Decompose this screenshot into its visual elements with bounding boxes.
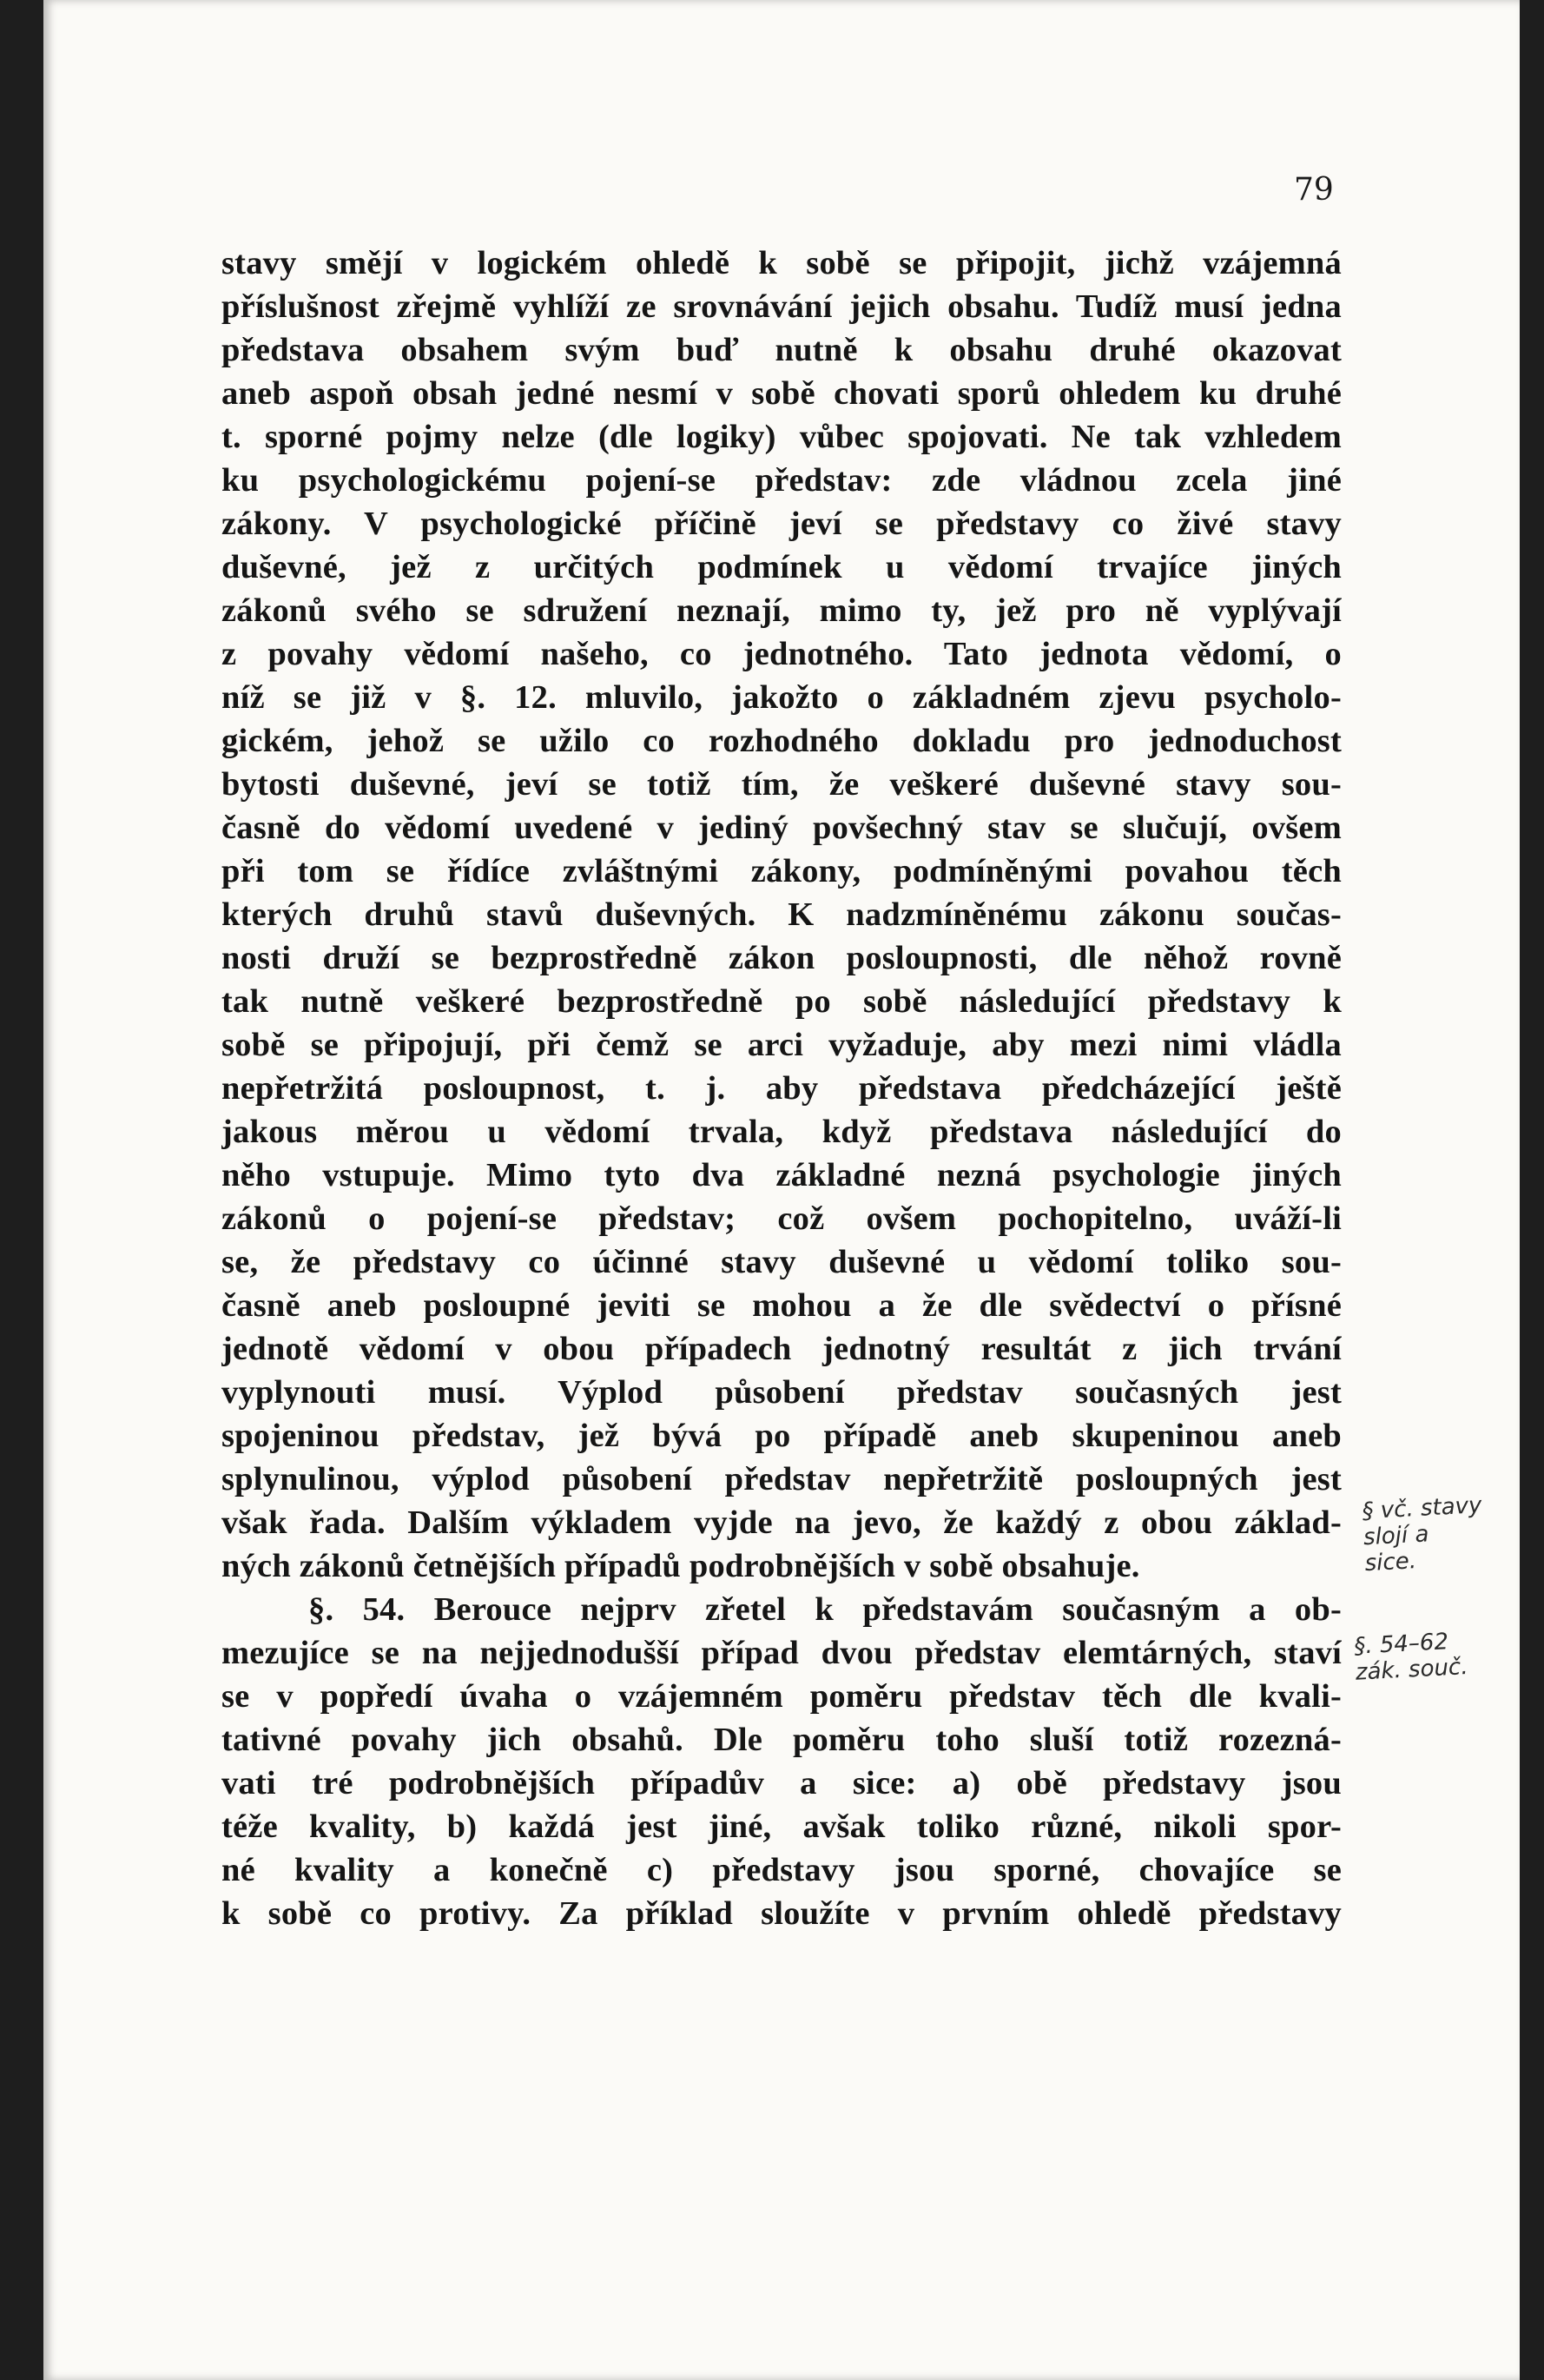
text-line: k sobě co protivy. Za příklad sloužíte v prvním ohledě představy: [221, 1895, 1342, 1932]
text-line: tativné povahy jich obsahů. Dle poměru toho sluší totiž rozezná-: [221, 1722, 1342, 1758]
text-line: vati tré podrobnějších případův a sice: a) obě představy jsou: [221, 1765, 1342, 1802]
text-line: duševné, jež z určitých podmínek u vědomí trvajíce jiných: [221, 549, 1342, 585]
text-line: jakous měrou u vědomí trvala, když představa následující do: [221, 1114, 1342, 1150]
text-line: z povahy vědomí našeho, co jednotného. Tato jednota vědomí, o: [221, 636, 1342, 672]
text-line: spojeninou představ, jež bývá po případě aneb skupeninou aneb: [221, 1418, 1342, 1454]
text-line: nepřetržitá posloupnost, t. j. aby představa předcházející ještě: [221, 1070, 1342, 1107]
text-line: představa obsahem svým buď nutně k obsahu druhé okazovat: [221, 332, 1342, 368]
text-line: příslušnost zřejmě vyhlíží ze srovnávání jejich obsahu. Tudíž musí jedna: [221, 288, 1342, 325]
text-line: téže kvality, b) každá jest jiné, avšak toliko různé, nikoli spor-: [221, 1808, 1342, 1845]
body-text: [221, 241, 1342, 1935]
text-line: mezujíce se na nejjednodušší případ dvou představ elemtárných, staví: [221, 1635, 1342, 1671]
text-line: při tom se řídíce zvláštnými zákony, podmíněnými povahou těch: [221, 853, 1342, 889]
book-page: [43, 0, 1520, 2380]
handwritten-margin-note: §. 54–62 zák. souč.: [1353, 1629, 1469, 1686]
text-line: ných zákonů četnějších případů podrobnějších v sobě obsahuje.: [221, 1548, 1140, 1584]
text-line: vyplynouti musí. Výplod působení představ současných jest: [221, 1374, 1342, 1411]
text-line: sobě se připojují, při čemž se arci vyžaduje, aby mezi nimi vládla: [221, 1027, 1342, 1063]
text-line: zákonů svého se sdružení neznají, mimo ty, jež pro ně vyplývají: [221, 592, 1342, 629]
text-line: aneb aspoň obsah jedné nesmí v sobě chovati sporů ohledem ku druhé: [221, 375, 1342, 412]
text-line: níž se již v §. 12. mluvilo, jakožto o základném zjevu psycholo-: [221, 679, 1342, 716]
text-line: t. sporné pojmy nelze (dle logiky) vůbec spojovati. Ne tak vzhledem: [221, 419, 1342, 455]
page-number: 79: [1294, 172, 1334, 208]
text-line: časně aneb posloupné jeviti se mohou a že dle svědectví o přísné: [221, 1287, 1342, 1324]
text-line: časně do vědomí uvedené v jediný povšechný stav se slučují, ovšem: [221, 810, 1342, 846]
text-line: gickém, jehož se užilo co rozhodného dokladu pro jednoduchost: [221, 723, 1342, 759]
text-line: splynulinou, výplod působení představ nepřetržitě posloupných jest: [221, 1461, 1342, 1497]
text-line: se, že představy co účinné stavy duševné u vědomí toliko sou-: [221, 1244, 1342, 1280]
text-line: však řada. Dalším výkladem vyjde na jevo, že každý z obou základ-: [221, 1504, 1342, 1541]
text-line: né kvality a konečně c) představy jsou sporné, chovajíce se: [221, 1852, 1342, 1888]
handwritten-margin-note: § vč. stavy slojí a sice.: [1361, 1492, 1483, 1577]
text-line: kterých druhů stavů duševných. K nadzmíněnému zákonu součas-: [221, 896, 1342, 933]
text-line: zákonů o pojení-se představ; což ovšem pochopitelno, uváží-li: [221, 1200, 1342, 1237]
text-line: stavy smějí v logickém ohledě k sobě se připojit, jichž vzájemná: [221, 245, 1342, 281]
text-line: něho vstupuje. Mimo tyto dva základné nezná psychologie jiných: [221, 1157, 1342, 1193]
text-line: bytosti duševné, jeví se totiž tím, že veškeré duševné stavy sou-: [221, 766, 1342, 803]
text-line: se v popředí úvaha o vzájemném poměru představ těch dle kvali-: [221, 1678, 1342, 1715]
text-line: nosti druží se bezprostředně zákon posloupnosti, dle něhož rovně: [221, 940, 1342, 976]
text-line: ku psychologickému pojení-se představ: zde vládnou zcela jiné: [221, 462, 1342, 499]
section-54-start: §. 54. Berouce nejprv zřetel k představám současným a ob-: [308, 1591, 1342, 1628]
text-line: jednotě vědomí v obou případech jednotný resultát z jich trvání: [221, 1331, 1342, 1367]
text-line: zákony. V psychologické příčině jeví se představy co živé stavy: [221, 506, 1342, 542]
text-line: tak nutně veškeré bezprostředně po sobě následující představy k: [221, 983, 1342, 1020]
